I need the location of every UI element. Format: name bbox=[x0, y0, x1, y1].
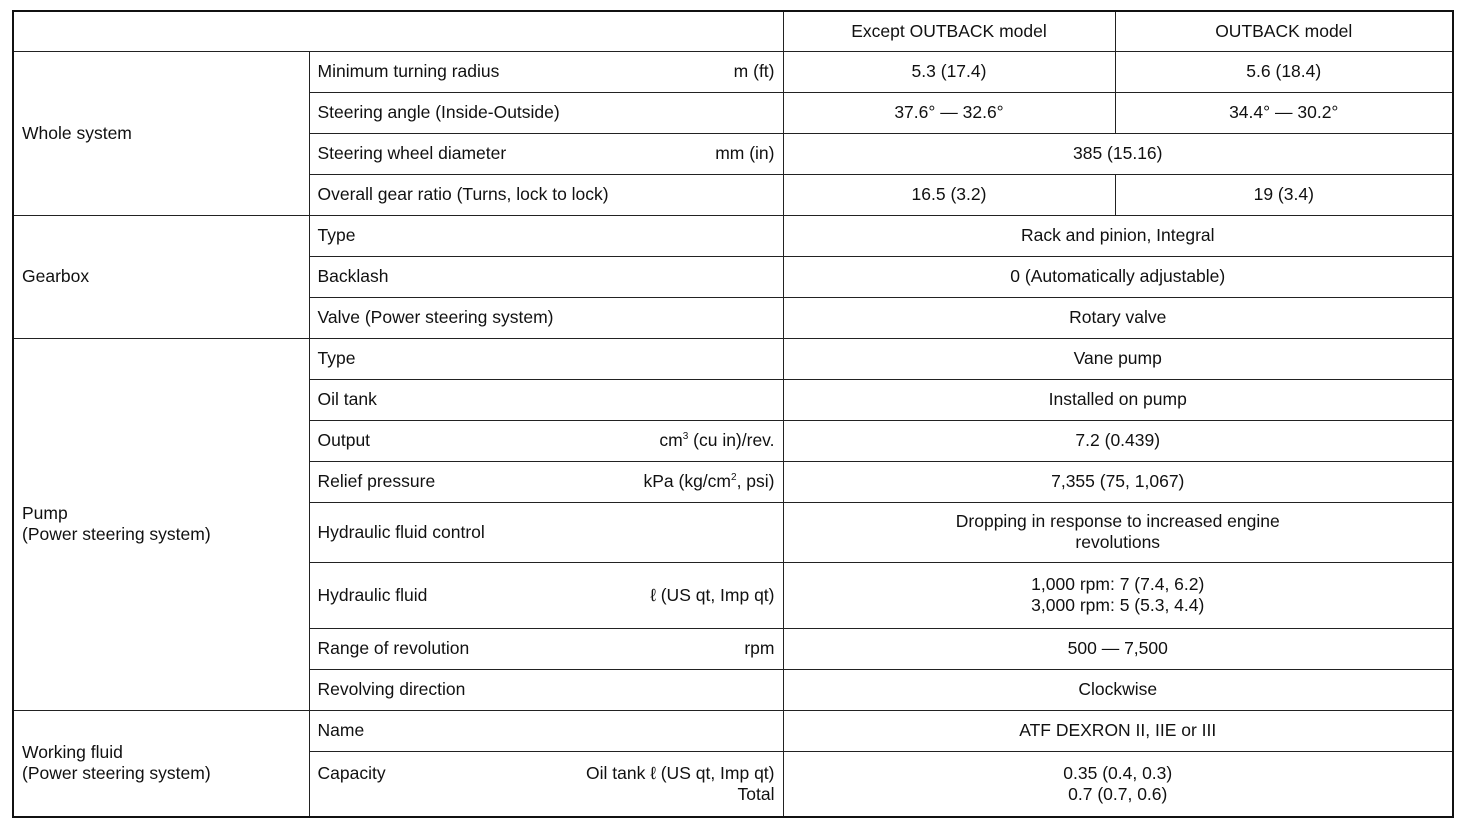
value-except: 37.6° — 32.6° bbox=[783, 92, 1115, 133]
value-outback: 34.4° — 30.2° bbox=[1115, 92, 1453, 133]
unit-superscript: 2 bbox=[731, 472, 737, 484]
table-row bbox=[13, 215, 1453, 256]
header-outback: OUTBACK model bbox=[1115, 11, 1453, 51]
value-both: 385 (15.16) bbox=[783, 133, 1453, 174]
value-both: 7.2 (0.439) bbox=[783, 420, 1453, 461]
item-relief-pressure bbox=[309, 461, 783, 502]
category-working-fluid bbox=[13, 710, 309, 817]
item-output bbox=[309, 420, 783, 461]
item-unit: rpm bbox=[744, 638, 775, 658]
item-unit bbox=[643, 471, 774, 492]
value-both: Rack and pinion, Integral bbox=[783, 215, 1453, 256]
value-line: revolutions bbox=[1075, 532, 1161, 552]
value-both: ATF DEXRON II, IIE or III bbox=[783, 710, 1453, 751]
category-label-line: (Power steering system) bbox=[22, 763, 211, 784]
value-both bbox=[783, 751, 1453, 817]
category-pump bbox=[13, 338, 309, 710]
value-both: Rotary valve bbox=[783, 297, 1453, 338]
item-label: Relief pressure bbox=[317, 471, 436, 491]
table-row bbox=[13, 51, 1453, 92]
unit-part: (cu in)/rev. bbox=[688, 430, 775, 450]
unit-part: kPa (kg/cm bbox=[643, 471, 731, 491]
item-fluid-name: Name bbox=[309, 710, 783, 751]
category-label-line: (Power steering system) bbox=[22, 524, 211, 544]
item-wheel-diameter bbox=[309, 133, 783, 174]
item-steering-angle: Steering angle (Inside-Outside) bbox=[309, 92, 783, 133]
value-both bbox=[783, 502, 1453, 562]
value-outback: 19 (3.4) bbox=[1115, 174, 1453, 215]
item-label: Output bbox=[317, 430, 371, 450]
value-line: 3,000 rpm: 5 (5.3, 4.4) bbox=[1031, 595, 1205, 615]
item-fluid-control: Hydraulic fluid control bbox=[309, 502, 783, 562]
unit-line: Total bbox=[737, 783, 775, 804]
category-gearbox: Gearbox bbox=[13, 215, 309, 338]
value-except: 5.3 (17.4) bbox=[783, 51, 1115, 92]
value-both: Installed on pump bbox=[783, 379, 1453, 420]
value-both: Clockwise bbox=[783, 669, 1453, 710]
item-label: Hydraulic fluid bbox=[317, 584, 428, 605]
value-both: 7,355 (75, 1,067) bbox=[783, 461, 1453, 502]
table-row bbox=[13, 338, 1453, 379]
value-line: 0.7 (0.7, 0.6) bbox=[1068, 783, 1168, 804]
item-unit: m (ft) bbox=[733, 61, 775, 81]
header-row bbox=[13, 11, 1453, 51]
item-revolution-range bbox=[309, 628, 783, 669]
unit-part: cm bbox=[659, 430, 683, 450]
header-blank-cell bbox=[13, 11, 783, 51]
item-turning-radius bbox=[309, 51, 783, 92]
item-unit: ℓ (US qt, Imp qt) bbox=[650, 584, 775, 605]
item-revolving-direction: Revolving direction bbox=[309, 669, 783, 710]
item-backlash: Backlash bbox=[309, 256, 783, 297]
item-hydraulic-fluid bbox=[309, 562, 783, 628]
unit-part: , psi) bbox=[736, 471, 775, 491]
item-unit bbox=[659, 430, 774, 451]
item-label: Minimum turning radius bbox=[317, 61, 500, 81]
item-valve: Valve (Power steering system) bbox=[309, 297, 783, 338]
item-gear-ratio: Overall gear ratio (Turns, lock to lock) bbox=[309, 174, 783, 215]
category-label-line: Pump bbox=[22, 503, 68, 523]
value-both: 500 — 7,500 bbox=[783, 628, 1453, 669]
item-label: Range of revolution bbox=[317, 638, 470, 658]
value-outback: 5.6 (18.4) bbox=[1115, 51, 1453, 92]
item-capacity bbox=[309, 751, 783, 817]
item-label: Steering wheel diameter bbox=[317, 143, 507, 163]
category-label-line: Working fluid bbox=[22, 742, 123, 763]
item-label: Capacity bbox=[317, 762, 386, 783]
spec-table bbox=[12, 10, 1454, 818]
value-line: 1,000 rpm: 7 (7.4, 6.2) bbox=[1031, 574, 1205, 594]
value-except: 16.5 (3.2) bbox=[783, 174, 1115, 215]
category-whole-system: Whole system bbox=[13, 51, 309, 215]
item-unit: mm (in) bbox=[715, 143, 775, 163]
value-both bbox=[783, 562, 1453, 628]
unit-superscript: 3 bbox=[682, 431, 689, 443]
unit-line: Oil tank ℓ (US qt, Imp qt) bbox=[586, 762, 775, 783]
item-type: Type bbox=[309, 215, 783, 256]
item-oil-tank: Oil tank bbox=[309, 379, 783, 420]
value-both: 0 (Automatically adjustable) bbox=[783, 256, 1453, 297]
header-except-outback: Except OUTBACK model bbox=[783, 11, 1115, 51]
value-line: 0.35 (0.4, 0.3) bbox=[1063, 762, 1173, 783]
value-line: Dropping in response to increased engine bbox=[955, 511, 1280, 531]
item-pump-type: Type bbox=[309, 338, 783, 379]
table-row bbox=[13, 710, 1453, 751]
value-both: Vane pump bbox=[783, 338, 1453, 379]
item-unit bbox=[586, 763, 774, 805]
